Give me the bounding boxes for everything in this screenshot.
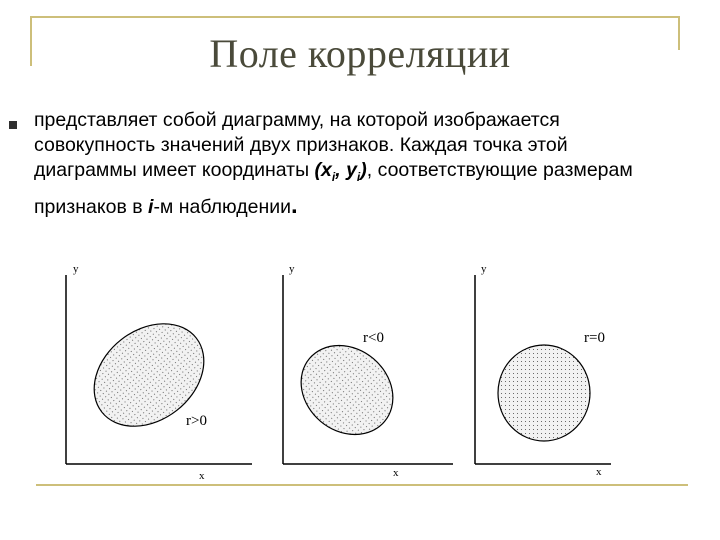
plot1-y-label: y [73, 263, 79, 275]
plot2-r-label: r<0 [363, 330, 384, 346]
coord-close-paren: ) [360, 159, 367, 181]
line3-text-start: диаграммы имеет координаты [34, 159, 315, 181]
plot1-x-label: x [199, 470, 205, 482]
paragraph-line-1: представляет собой диаграмму, на которой изображается [34, 109, 560, 131]
coord-comma: , [335, 159, 347, 181]
plot-negative [283, 263, 453, 479]
plot1-r-label: r>0 [186, 413, 207, 429]
plot3-scatter-ellipse [498, 345, 590, 441]
plot3-x-label: x [596, 466, 602, 478]
line4-period: . [291, 192, 298, 219]
observation-index: i [148, 196, 154, 218]
coord-y: y [346, 159, 357, 181]
plot3-y-label: y [481, 263, 487, 275]
line4-text-start: признаков в [34, 196, 149, 218]
coord-x-subscript: i [331, 169, 336, 184]
line3-text-end: , соответствующие размерам [366, 159, 633, 181]
coord-open-paren: ( [314, 159, 322, 181]
coord-x: x [321, 159, 332, 181]
paragraph-line-2: совокупность значений двух признаков. Каждая точка этой [34, 134, 568, 156]
plot2-scatter-ellipse [283, 327, 411, 453]
plot2-y-label: y [289, 263, 295, 275]
plot-positive [66, 263, 252, 482]
slide-title: Поле корреляции [209, 31, 511, 76]
plot3-r-label: r=0 [584, 330, 605, 346]
line4-text-end: -м наблюдении [153, 196, 292, 218]
plot2-x-label: x [393, 467, 399, 479]
plot-zero [475, 263, 611, 478]
coord-y-subscript: i [356, 169, 361, 184]
